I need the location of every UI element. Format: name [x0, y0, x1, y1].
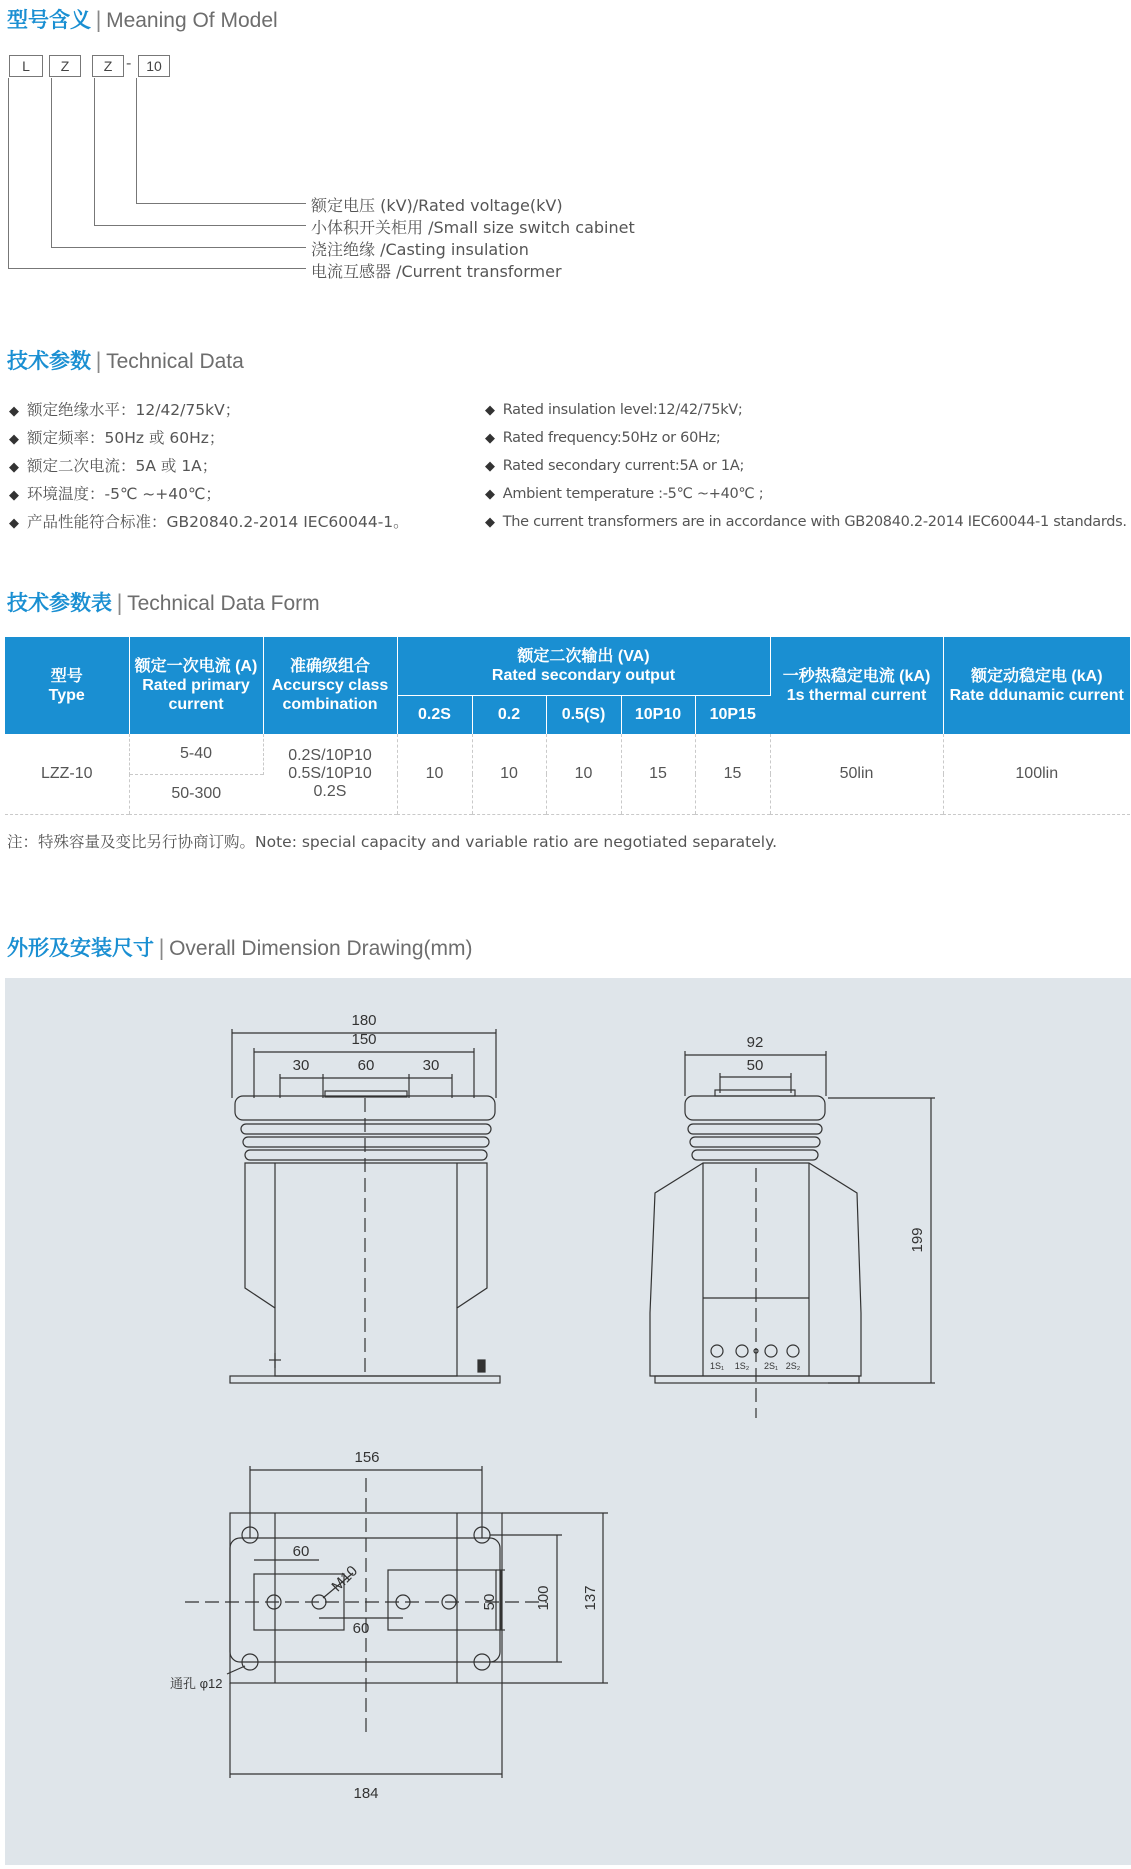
table-row — [5, 734, 1130, 774]
list-item — [9, 396, 409, 424]
dim-window-height: 50 — [481, 1593, 498, 1611]
meaning-switch-cabinet: 小体积开关柜用 /Small size switch cabinet — [311, 218, 635, 237]
header-cn: 额定二次输出 (VA) — [517, 647, 650, 665]
subheader-10p10: 10P10 — [621, 695, 695, 734]
technical-data-table — [5, 637, 1130, 815]
item-text: Rated frequency:50Hz or 60Hz; — [502, 430, 721, 446]
header-cn: 型号 — [50, 667, 83, 685]
list-item — [485, 508, 1127, 536]
diamond-bullet-icon: ◆ — [9, 460, 19, 475]
dim-window-width: 60 — [292, 1543, 310, 1560]
header-en: Accurscy class combination — [271, 677, 389, 713]
list-item — [9, 424, 409, 452]
leader-line — [51, 247, 306, 248]
col-thermal-header — [770, 637, 943, 734]
dim-bottom-width-total: 184 — [353, 1785, 379, 1802]
dim-front-center: 60 — [357, 1057, 375, 1074]
cell-output: 10 — [397, 734, 472, 814]
dim-window-gap: 60 — [352, 1620, 370, 1637]
heading-divider: | — [116, 591, 124, 615]
subheader-0-2: 0.2 — [472, 695, 546, 734]
tech-data-list-cn — [9, 396, 409, 536]
list-item — [9, 508, 409, 536]
model-letter-l: L — [9, 55, 43, 77]
cell-output: 15 — [621, 734, 695, 814]
terminal-label: 1S₁ — [709, 1361, 725, 1371]
cell-thermal: 50lin — [770, 734, 943, 814]
item-text: Rated secondary current:5A or 1A; — [502, 458, 745, 474]
dim-front-width-total: 180 — [351, 1012, 377, 1029]
model-dash: - — [126, 54, 132, 72]
dim-bottom-hole-spacing: 156 — [354, 1449, 380, 1466]
form-section-heading — [7, 587, 320, 617]
table-header-row — [5, 637, 1130, 695]
header-cn: 额定一次电流 (A) — [134, 658, 258, 675]
cell-output: 15 — [695, 734, 770, 814]
accuracy-line: 0.5S/10P10 — [288, 765, 372, 782]
diamond-bullet-icon: ◆ — [485, 459, 495, 474]
leader-line — [94, 78, 95, 226]
cell-dynamic: 100lin — [1015, 765, 1059, 782]
table-border-cell — [5, 814, 1130, 815]
diamond-bullet-icon: ◆ — [485, 515, 495, 530]
dim-total-height: 137 — [582, 1585, 599, 1611]
list-item — [9, 480, 409, 508]
drawing-section-heading — [7, 932, 472, 962]
header-cn: 准确级组合 — [289, 658, 370, 675]
diamond-bullet-icon: ◆ — [9, 516, 19, 531]
list-item — [485, 480, 1127, 508]
item-text: Rated insulation level:12/42/75kV; — [502, 402, 743, 418]
heading-divider: | — [95, 349, 103, 373]
item-text: 额定频率：50Hz 或 60Hz； — [27, 429, 225, 447]
item-text: The current transformers are in accordance with GB20840.2-2014 IEC60044-1 standards. — [502, 514, 1127, 530]
model-letter-z1: Z — [49, 55, 81, 77]
col-dynamic-header — [943, 637, 1130, 734]
heading-cn: 型号含义 — [7, 8, 91, 32]
leader-line — [136, 203, 306, 204]
meaning-current-transformer: 电流互感器 /Current transformer — [311, 262, 562, 281]
accuracy-line: 0.2S/10P10 — [288, 747, 372, 764]
heading-en: Meaning Of Model — [106, 9, 278, 32]
cell-output: 10 — [546, 734, 621, 814]
cell-output: 10 — [472, 734, 546, 814]
table-note: 注：特殊容量及变比另行协商订购。Note: special capacity and variable ratio are negotiated separately. — [7, 833, 777, 851]
meaning-casting-insulation: 浇注绝缘 /Casting insulation — [311, 240, 529, 259]
item-text: 环境温度：-5℃ ~+40℃； — [27, 485, 221, 503]
diamond-bullet-icon: ◆ — [485, 403, 495, 418]
tech-data-list-en — [485, 396, 1127, 536]
model-voltage-box: 10 — [138, 55, 170, 77]
leader-line — [94, 225, 306, 226]
diamond-bullet-icon: ◆ — [485, 487, 495, 502]
hole-label: 通孔 φ12 — [170, 1676, 223, 1691]
dimension-drawing-panel — [5, 978, 1131, 1865]
col-accuracy-header — [263, 637, 397, 734]
terminal-label: 2S₁ — [763, 1361, 779, 1371]
diamond-bullet-icon: ◆ — [9, 404, 19, 419]
heading-cn: 外形及安装尺寸 — [7, 936, 154, 960]
col-primary-header — [129, 637, 263, 734]
dim-side-width-inner: 50 — [746, 1057, 764, 1074]
subheader-0-2s: 0.2S — [397, 695, 472, 734]
model-section-heading — [7, 4, 278, 34]
col-secondary-header — [397, 637, 770, 695]
leader-line — [51, 78, 52, 248]
dim-front-offset-left: 30 — [292, 1057, 310, 1074]
dim-thread: M10 — [328, 1562, 362, 1596]
subheader-10p15: 10P15 — [695, 695, 770, 734]
diamond-bullet-icon: ◆ — [485, 431, 495, 446]
model-letter-z2: Z — [92, 55, 124, 77]
item-text: 产品性能符合标准：GB20840.2-2014 IEC60044-1。 — [27, 513, 409, 531]
header-en: Rated primary current — [142, 677, 250, 713]
header-en: Rated secondary output — [491, 666, 676, 684]
terminal-label: 1S₂ — [734, 1361, 750, 1371]
tech-section-heading — [7, 345, 244, 375]
dim-hole-height: 100 — [535, 1585, 552, 1611]
table-bottom-border — [5, 814, 1130, 815]
item-text: Ambient temperature :-5℃ ~+40℃ ; — [502, 486, 764, 502]
heading-en: Technical Data Form — [127, 592, 320, 615]
heading-en: Overall Dimension Drawing(mm) — [169, 937, 473, 960]
cell-primary: 5-40 — [129, 734, 263, 774]
list-item — [9, 452, 409, 480]
leader-line — [8, 78, 9, 269]
dim-side-width-total: 92 — [746, 1034, 764, 1051]
leader-line — [136, 78, 137, 204]
side-view — [650, 1034, 935, 1418]
heading-divider: | — [95, 8, 103, 32]
list-item — [485, 452, 1127, 480]
dim-side-height: 199 — [909, 1227, 926, 1253]
accuracy-line: 0.2S — [313, 783, 347, 800]
diamond-bullet-icon: ◆ — [9, 488, 19, 503]
col-type-header — [5, 637, 129, 734]
meaning-rated-voltage: 额定电压 (kV)/Rated voltage(kV) — [311, 196, 563, 215]
cell-primary: 50-300 — [129, 774, 263, 814]
item-text: 额定二次电流：5A 或 1A； — [27, 457, 218, 475]
diamond-bullet-icon: ◆ — [9, 432, 19, 447]
dim-front-width-inner: 150 — [351, 1031, 377, 1048]
leader-line — [8, 268, 306, 269]
terminal-label: 2S₂ — [785, 1361, 801, 1371]
heading-cn: 技术参数 — [7, 349, 91, 373]
item-text: 额定绝缘水平：12/42/75kV； — [27, 401, 241, 419]
header-en: Rate ddunamic current — [949, 686, 1124, 704]
header-cn: 一秒热稳定电流 (kA) — [782, 667, 931, 685]
header-cn: 额定动稳定电 (kA) — [970, 667, 1103, 685]
heading-cn: 技术参数表 — [7, 591, 112, 615]
dim-front-offset-right: 30 — [422, 1057, 440, 1074]
front-view — [230, 1012, 500, 1383]
heading-divider: | — [158, 936, 166, 960]
cell-accuracy — [263, 734, 397, 814]
dimension-drawing — [5, 978, 1131, 1865]
header-en: Type — [48, 686, 85, 704]
heading-en: Technical Data — [106, 350, 244, 373]
cell-type: LZZ-10 — [5, 734, 129, 814]
list-item — [485, 396, 1127, 424]
subheader-0-5s: 0.5(S) — [546, 695, 621, 734]
list-item — [485, 424, 1127, 452]
header-en: 1s thermal current — [786, 686, 927, 704]
bottom-view — [170, 1449, 608, 1802]
